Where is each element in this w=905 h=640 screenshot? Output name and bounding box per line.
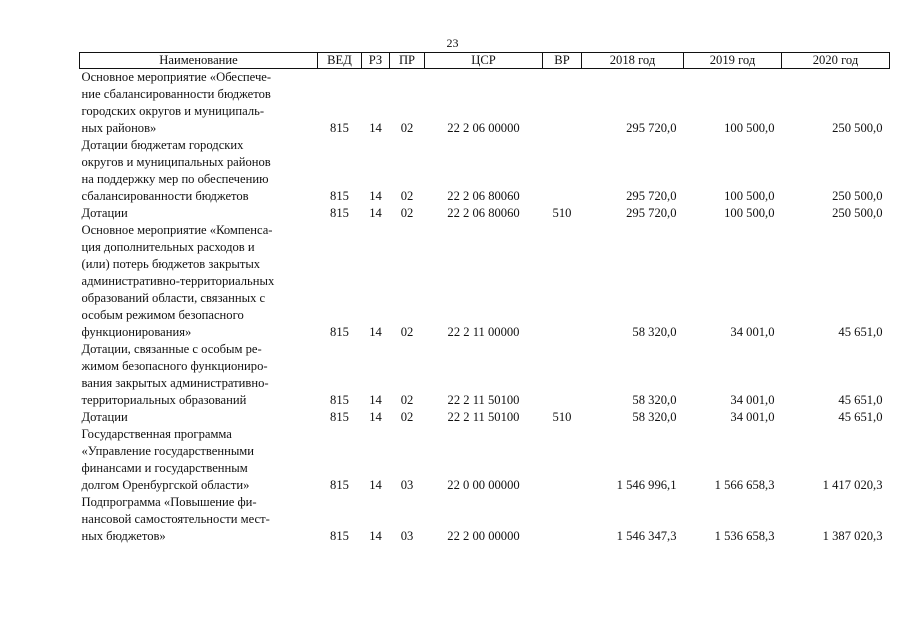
cell-ved: 815: [330, 206, 349, 220]
cell-y2018: 1 546 996,1: [616, 478, 677, 492]
row-name-line: сбалансированности бюджетов: [81, 189, 249, 203]
cell-csr: 22 2 11 50100: [447, 393, 520, 407]
cell-pr: 03: [400, 529, 414, 543]
cell-pr: 02: [400, 410, 414, 424]
cell-csr: 22 2 11 00000: [447, 325, 520, 339]
header-2018: 2018 год: [582, 53, 684, 69]
cell-vr: [543, 69, 582, 138]
row-name-line: вания закрытых административно-: [81, 376, 269, 390]
cell-ved: 815: [330, 121, 349, 135]
row-name-line: городских округов и муниципаль-: [81, 104, 265, 118]
cell-csr: 22 2 06 00000: [447, 121, 520, 135]
cell-y2020: 45 651,0: [838, 325, 883, 339]
cell-y2018: 58 320,0: [632, 410, 677, 424]
cell-vr: [543, 426, 582, 494]
row-name-line: ние сбалансированности бюджетов: [81, 87, 271, 101]
row-name-line: Дотации: [81, 206, 128, 220]
cell-csr: 22 2 06 80060: [447, 189, 520, 203]
cell-pr: 03: [400, 478, 414, 492]
cell-pr: 02: [400, 121, 414, 135]
cell-rz: 14: [369, 393, 382, 407]
cell-vr: 510: [552, 410, 572, 424]
row-name-line: жимом безопасного функциониро-: [81, 359, 268, 373]
cell-y2018: 295 720,0: [626, 189, 677, 203]
row-name-line: Дотации, связанные с особым ре-: [81, 342, 262, 356]
cell-pr: 02: [400, 189, 414, 203]
row-name: [80, 409, 318, 426]
cell-ved: 815: [330, 529, 349, 543]
row-name-line: округов и муниципальных районов: [81, 155, 271, 169]
cell-y2018: 58 320,0: [632, 325, 677, 339]
row-name: [80, 137, 318, 205]
cell-y2018: 295 720,0: [626, 121, 677, 135]
cell-csr: 22 0 00 00000: [447, 478, 520, 492]
cell-rz: 14: [369, 206, 382, 220]
table-row: [80, 494, 890, 545]
cell-y2020: 1 387 020,3: [822, 529, 883, 543]
table-row: [80, 426, 890, 494]
header-name: Наименование: [80, 53, 318, 69]
cell-y2020: 45 651,0: [838, 410, 883, 424]
row-name-line: территориальных образований: [81, 393, 247, 407]
cell-rz: 14: [369, 189, 382, 203]
cell-vr: [543, 222, 582, 341]
row-name-line: Дотации бюджетам городских: [81, 138, 244, 152]
cell-rz: 14: [369, 325, 382, 339]
cell-y2019: 100 500,0: [724, 121, 775, 135]
row-name-line: Основное мероприятие «Компенса-: [81, 223, 273, 237]
cell-ved: 815: [330, 393, 349, 407]
row-name-line: на поддержку мер по обеспечению: [81, 172, 269, 186]
cell-y2019: 1 566 658,3: [714, 478, 775, 492]
row-name-line: административно-территориальных: [81, 274, 275, 288]
table-header: [80, 53, 890, 69]
cell-rz: 14: [369, 478, 382, 492]
row-name-line: особым режимом безопасного: [81, 308, 244, 322]
table-body: [80, 69, 890, 546]
page-number: 23: [446, 36, 459, 50]
table-row: [80, 137, 890, 205]
cell-y2018: 1 546 347,3: [616, 529, 677, 543]
cell-y2018: 295 720,0: [626, 206, 677, 220]
cell-rz: 14: [369, 121, 382, 135]
cell-y2019: 100 500,0: [724, 206, 775, 220]
header-csr: ЦСР: [425, 53, 543, 69]
row-name-line: Государственная программа: [81, 427, 232, 441]
row-name: [80, 494, 318, 545]
cell-pr: 02: [400, 206, 414, 220]
header-ved: ВЕД: [318, 53, 362, 69]
cell-vr: [543, 494, 582, 545]
cell-pr: 02: [400, 393, 414, 407]
cell-csr: 22 2 11 50100: [447, 410, 520, 424]
table-row: [80, 409, 890, 426]
row-name: [80, 341, 318, 409]
row-name-line: долгом Оренбургской области»: [81, 478, 250, 492]
cell-ved: 815: [330, 189, 349, 203]
row-name-line: ция дополнительных расходов и: [81, 240, 255, 254]
cell-ved: 815: [330, 410, 349, 424]
cell-vr: [543, 341, 582, 409]
row-name-line: Подпрограмма «Повышение фи-: [81, 495, 257, 509]
table-row: [80, 341, 890, 409]
cell-y2020: 45 651,0: [838, 393, 883, 407]
cell-y2020: 250 500,0: [832, 121, 883, 135]
row-name-line: Дотации: [81, 410, 128, 424]
row-name-line: ных бюджетов»: [81, 529, 166, 543]
row-name-line: нансовой самостоятельности мест-: [81, 512, 270, 526]
row-name-line: образований области, связанных с: [81, 291, 266, 305]
cell-ved: 815: [330, 478, 349, 492]
cell-y2019: 100 500,0: [724, 189, 775, 203]
header-2019: 2019 год: [684, 53, 782, 69]
cell-csr: 22 2 06 80060: [447, 206, 520, 220]
row-name: [80, 426, 318, 494]
cell-y2019: 34 001,0: [730, 410, 775, 424]
header-2020: 2020 год: [782, 53, 890, 69]
table-row: [80, 205, 890, 222]
cell-rz: 14: [369, 529, 382, 543]
row-name-line: функционирования»: [81, 325, 192, 339]
budget-table: [79, 52, 890, 545]
cell-y2019: 34 001,0: [730, 325, 775, 339]
row-name-line: Основное мероприятие «Обеспече-: [81, 70, 272, 84]
row-name-line: финансами и государственным: [81, 461, 248, 475]
cell-vr: [543, 137, 582, 205]
cell-csr: 22 2 00 00000: [447, 529, 520, 543]
header-vr: ВР: [543, 53, 582, 69]
header-pr: ПР: [390, 53, 425, 69]
cell-y2020: 1 417 020,3: [822, 478, 883, 492]
cell-rz: 14: [369, 410, 382, 424]
table-row: [80, 222, 890, 341]
cell-pr: 02: [400, 325, 414, 339]
cell-vr: 510: [552, 206, 572, 220]
row-name-line: (или) потерь бюджетов закрытых: [81, 257, 261, 271]
cell-y2019: 1 536 658,3: [714, 529, 775, 543]
row-name-line: «Управление государственными: [81, 444, 254, 458]
cell-ved: 815: [330, 325, 349, 339]
cell-y2020: 250 500,0: [832, 206, 883, 220]
row-name: [80, 222, 318, 341]
cell-y2020: 250 500,0: [832, 189, 883, 203]
row-name-line: ных районов»: [81, 121, 157, 135]
cell-y2018: 58 320,0: [632, 393, 677, 407]
cell-y2019: 34 001,0: [730, 393, 775, 407]
row-name: [80, 69, 318, 138]
table-row: [80, 69, 890, 138]
row-name: [80, 205, 318, 222]
header-rz: РЗ: [362, 53, 390, 69]
